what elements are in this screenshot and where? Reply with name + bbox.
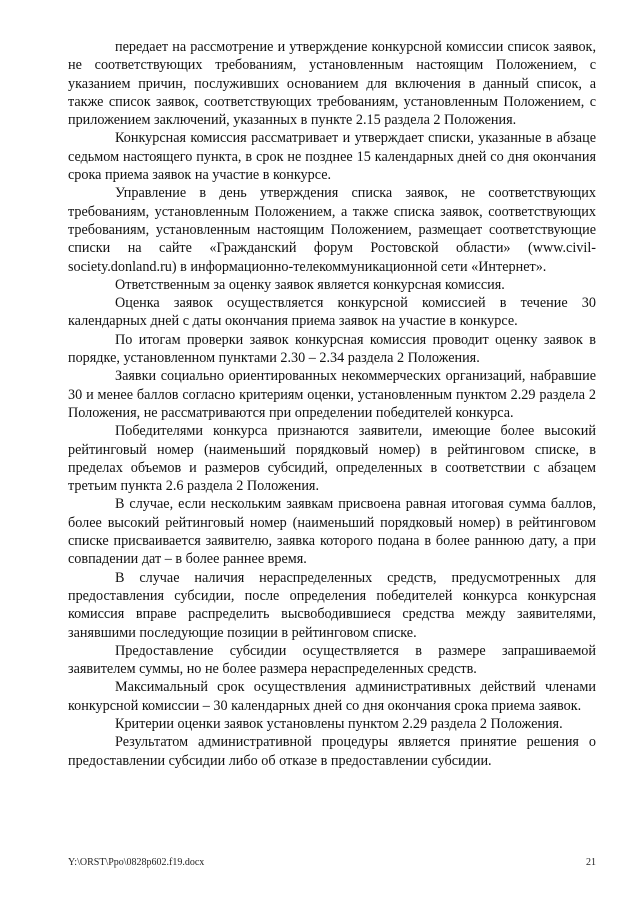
paragraph: Предоставление субсидии осуществляется в размере запрашиваемой заявителем суммы, но не более размера нераспределенных средств.	[68, 642, 596, 678]
paragraph: В случае наличия нераспределенных средств, предусмотренных для предоставления субсидии, после определения победителей конкурса конкурсная комиссия вправе распределить высвободившиеся средства между заявителями, занявшими последующие позиции в рейтинговом списке.	[68, 569, 596, 641]
paragraph: Максимальный срок осуществления административных действий членами конкурсной комиссии – 30 календарных дней со дня окончания срока приема заявок.	[68, 679, 596, 714]
paragraph: Победителями конкурса признаются заявители, имеющие более высокий рейтинговый номер (наименьший порядковый номер) в рейтинговом списке, в пределах объемов и размеров субсидий, определенных в соответствии с абзацем третьим пункта 2.6 раздела 2 Положения.	[68, 423, 596, 495]
footer-file-path: Y:\ORST\Ppo\0828p602.f19.docx	[68, 857, 205, 868]
paragraph: В случае, если нескольким заявкам присвоена равная итоговая сумма баллов, более высокий рейтинговый номер (наименьший порядковый номер) в рейтинговом списке присваивается заявителю, заявка которого подана в более раннюю дату, а при совпадении дат – в более раннее время.	[68, 496, 596, 568]
paragraph: передает на рассмотрение и утверждение конкурсной комиссии список заявок, не соответствующих требованиям, установленным настоящим Положением, с указанием причин, послуживших основанием для включения в данный список, а также список заявок, соответствующих требованиям, установленным Положением, с приложением заключений, указанных в пункте 2.15 раздела 2 Положения.	[68, 39, 596, 129]
paragraph: Результатом административной процедуры является принятие решения о предоставлении субсидии либо об отказе в предоставлении субсидии.	[68, 734, 596, 769]
paragraph: Ответственным за оценку заявок является конкурсная комиссия.	[115, 276, 505, 293]
paragraph: Заявки социально ориентированных некоммерческих организаций, набравшие 30 и менее баллов согласно критериям оценки, установленным пунктом 2.29 раздела 2 Положения, не рассматриваются при определении победителей конкурса.	[68, 368, 596, 421]
paragraph: Оценка заявок осуществляется конкурсной комиссией в течение 30 календарных дней с даты окончания приема заявок на участие в конкурсе.	[68, 295, 596, 330]
paragraph: Управление в день утверждения списка заявок, не соответствующих требованиям, установленным Положением, а также списка заявок, соответствующих требованиям, установленным настоящим Положением, размещает соответствующие списки на сайте «Гражданский форум Ростовской области» (www.civil-society.donland.ru) в информационно-телекоммуникационной сети «Интернет».	[68, 185, 596, 275]
page-number: 21	[586, 857, 596, 868]
paragraph: По итогам проверки заявок конкурсная комиссия проводит оценку заявок в порядке, установленном пунктами 2.30 – 2.34 раздела 2 Положения.	[68, 331, 596, 367]
paragraph: Критерии оценки заявок установлены пунктом 2.29 раздела 2 Положения.	[115, 715, 563, 732]
document-body	[68, 38, 596, 770]
paragraph: Конкурсная комиссия рассматривает и утверждает списки, указанные в абзаце седьмом настоящего пункта, в срок не позднее 15 календарных дней со дня окончания срока приема заявок на участие в конкурсе.	[68, 130, 596, 184]
